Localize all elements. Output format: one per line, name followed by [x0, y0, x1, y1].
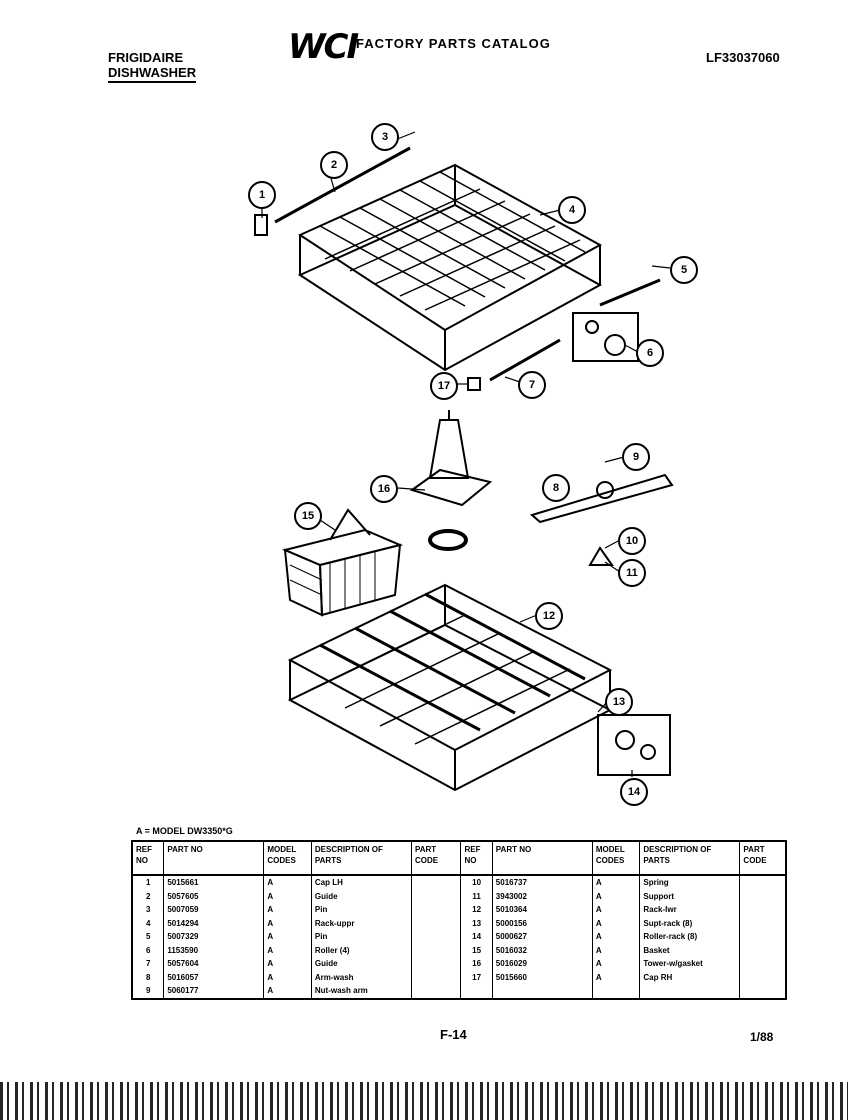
- ref-cell: 8: [132, 971, 164, 985]
- code-cell: [411, 984, 461, 999]
- wci-logo: WCI: [288, 27, 358, 67]
- ref-cell: 15: [461, 944, 492, 958]
- table-header-row: [132, 841, 786, 875]
- callout-15: 15: [294, 502, 322, 530]
- part-cell: 5014294: [164, 917, 264, 931]
- callout-3: 3: [371, 123, 399, 151]
- code-cell: [740, 890, 786, 904]
- code-cell: [740, 903, 786, 917]
- table-row: [132, 890, 786, 904]
- part-cell: 5000156: [492, 917, 592, 931]
- model-cell: A: [264, 944, 312, 958]
- ref-cell: 13: [461, 917, 492, 931]
- code-cell: [411, 971, 461, 985]
- ref-cell: 9: [132, 984, 164, 999]
- model-cell: A: [592, 890, 640, 904]
- code-cell: [740, 930, 786, 944]
- desc-cell: Arm-wash: [311, 971, 411, 985]
- header-description: DESCRIPTION OF PARTS: [640, 841, 740, 875]
- table-row: [132, 903, 786, 917]
- callout-14: 14: [620, 778, 648, 806]
- model-cell: A: [264, 957, 312, 971]
- desc-cell: Roller-rack (8): [640, 930, 740, 944]
- model-cell: A: [264, 917, 312, 931]
- header-ref-no: REF NO: [461, 841, 492, 875]
- callout-10: 10: [618, 527, 646, 555]
- desc-cell: Tower-w/gasket: [640, 957, 740, 971]
- ref-cell: 12: [461, 903, 492, 917]
- desc-cell: Roller (4): [311, 944, 411, 958]
- callout-1: 1: [248, 181, 276, 209]
- upper-rack-drawing: [300, 165, 600, 370]
- tower-drawing: [412, 410, 490, 505]
- code-cell: [411, 875, 461, 890]
- callout-11: 11: [618, 559, 646, 587]
- empty-cell: [740, 984, 786, 999]
- model-cell: A: [264, 971, 312, 985]
- callout-9: 9: [622, 443, 650, 471]
- product-name: DISHWASHER: [108, 65, 196, 83]
- header-ref-no: REF NO: [132, 841, 164, 875]
- desc-cell: Guide: [311, 890, 411, 904]
- table-row: [132, 930, 786, 944]
- code-cell: [411, 957, 461, 971]
- rack-roller-box-drawing: [598, 715, 670, 775]
- ref-cell: 14: [461, 930, 492, 944]
- model-cell: A: [264, 903, 312, 917]
- code-cell: [411, 917, 461, 931]
- header-part-code: PART CODE: [740, 841, 786, 875]
- ref-cell: 3: [132, 903, 164, 917]
- parts-table: [131, 840, 787, 1000]
- page-number: F-14: [440, 1027, 467, 1042]
- desc-cell: Support: [640, 890, 740, 904]
- model-number: LF33037060: [706, 50, 780, 65]
- ref-cell: 17: [461, 971, 492, 985]
- table-row: [132, 984, 786, 999]
- table-row: [132, 917, 786, 931]
- header-part-code: PART CODE: [411, 841, 461, 875]
- gasket-drawing: [430, 531, 466, 549]
- callout-5: 5: [670, 256, 698, 284]
- desc-cell: Pin: [311, 903, 411, 917]
- header-model-codes: MODEL CODES: [264, 841, 312, 875]
- support-drawing: [590, 548, 612, 565]
- code-cell: [411, 944, 461, 958]
- part-cell: 5015661: [164, 875, 264, 890]
- part-cell: 5000627: [492, 930, 592, 944]
- model-cell: A: [592, 971, 640, 985]
- part-cell: 5016032: [492, 944, 592, 958]
- empty-cell: [592, 984, 640, 999]
- scan-noise-strip: [0, 1082, 848, 1120]
- part-cell: 5016029: [492, 957, 592, 971]
- desc-cell: Rack-lwr: [640, 903, 740, 917]
- callout-12: 12: [535, 602, 563, 630]
- desc-cell: Cap RH: [640, 971, 740, 985]
- desc-cell: Pin: [311, 930, 411, 944]
- ref-cell: 1: [132, 875, 164, 890]
- part-cell: 5010364: [492, 903, 592, 917]
- model-cell: A: [592, 903, 640, 917]
- desc-cell: Nut-wash arm: [311, 984, 411, 999]
- empty-cell: [492, 984, 592, 999]
- model-cell: A: [264, 875, 312, 890]
- code-cell: [411, 930, 461, 944]
- ref-cell: 5: [132, 930, 164, 944]
- ref-cell: 11: [461, 890, 492, 904]
- code-cell: [740, 944, 786, 958]
- desc-cell: Spring: [640, 875, 740, 890]
- part-cell: 5057604: [164, 957, 264, 971]
- model-cell: A: [264, 890, 312, 904]
- empty-cell: [461, 984, 492, 999]
- table-row: [132, 875, 786, 890]
- cap-lh-drawing: [255, 215, 267, 235]
- ref-cell: 2: [132, 890, 164, 904]
- model-note: A = MODEL DW3350*G: [136, 826, 233, 836]
- model-cell: A: [592, 917, 640, 931]
- desc-cell: Rack-uppr: [311, 917, 411, 931]
- part-cell: 5015660: [492, 971, 592, 985]
- header-model-codes: MODEL CODES: [592, 841, 640, 875]
- code-cell: [740, 875, 786, 890]
- empty-cell: [640, 984, 740, 999]
- callout-7: 7: [518, 371, 546, 399]
- header-description: DESCRIPTION OF PARTS: [311, 841, 411, 875]
- desc-cell: Basket: [640, 944, 740, 958]
- header-part-no: PART NO: [164, 841, 264, 875]
- cap-rh-drawing: [468, 378, 480, 390]
- roller-box-drawing: [573, 313, 638, 361]
- part-cell: 5060177: [164, 984, 264, 999]
- model-cell: A: [592, 930, 640, 944]
- code-cell: [411, 890, 461, 904]
- code-cell: [740, 971, 786, 985]
- callout-6: 6: [636, 339, 664, 367]
- model-cell: A: [592, 957, 640, 971]
- model-cell: A: [592, 944, 640, 958]
- model-cell: A: [264, 984, 312, 999]
- ref-cell: 10: [461, 875, 492, 890]
- header-part-no: PART NO: [492, 841, 592, 875]
- model-cell: A: [592, 875, 640, 890]
- catalog-date: 1/88: [750, 1030, 774, 1044]
- desc-cell: Cap LH: [311, 875, 411, 890]
- table-row: [132, 971, 786, 985]
- callout-4: 4: [558, 196, 586, 224]
- part-cell: 1153590: [164, 944, 264, 958]
- part-cell: 5007329: [164, 930, 264, 944]
- part-cell: 3943002: [492, 890, 592, 904]
- callout-8: 8: [542, 474, 570, 502]
- table-row: [132, 944, 786, 958]
- part-cell: 5016737: [492, 875, 592, 890]
- callout-13: 13: [605, 688, 633, 716]
- part-cell: 5016057: [164, 971, 264, 985]
- callout-2: 2: [320, 151, 348, 179]
- code-cell: [411, 903, 461, 917]
- code-cell: [740, 957, 786, 971]
- code-cell: [740, 917, 786, 931]
- part-cell: 5007059: [164, 903, 264, 917]
- ref-cell: 6: [132, 944, 164, 958]
- callout-17: 17: [430, 372, 458, 400]
- desc-cell: Supt-rack (8): [640, 917, 740, 931]
- catalog-title: FACTORY PARTS CATALOG: [356, 36, 551, 51]
- ref-cell: 4: [132, 917, 164, 931]
- ref-cell: 16: [461, 957, 492, 971]
- model-cell: A: [264, 930, 312, 944]
- part-cell: 5057605: [164, 890, 264, 904]
- desc-cell: Guide: [311, 957, 411, 971]
- brand-name: FRIGIDAIRE: [108, 50, 184, 65]
- table-row: [132, 957, 786, 971]
- callout-16: 16: [370, 475, 398, 503]
- ref-cell: 7: [132, 957, 164, 971]
